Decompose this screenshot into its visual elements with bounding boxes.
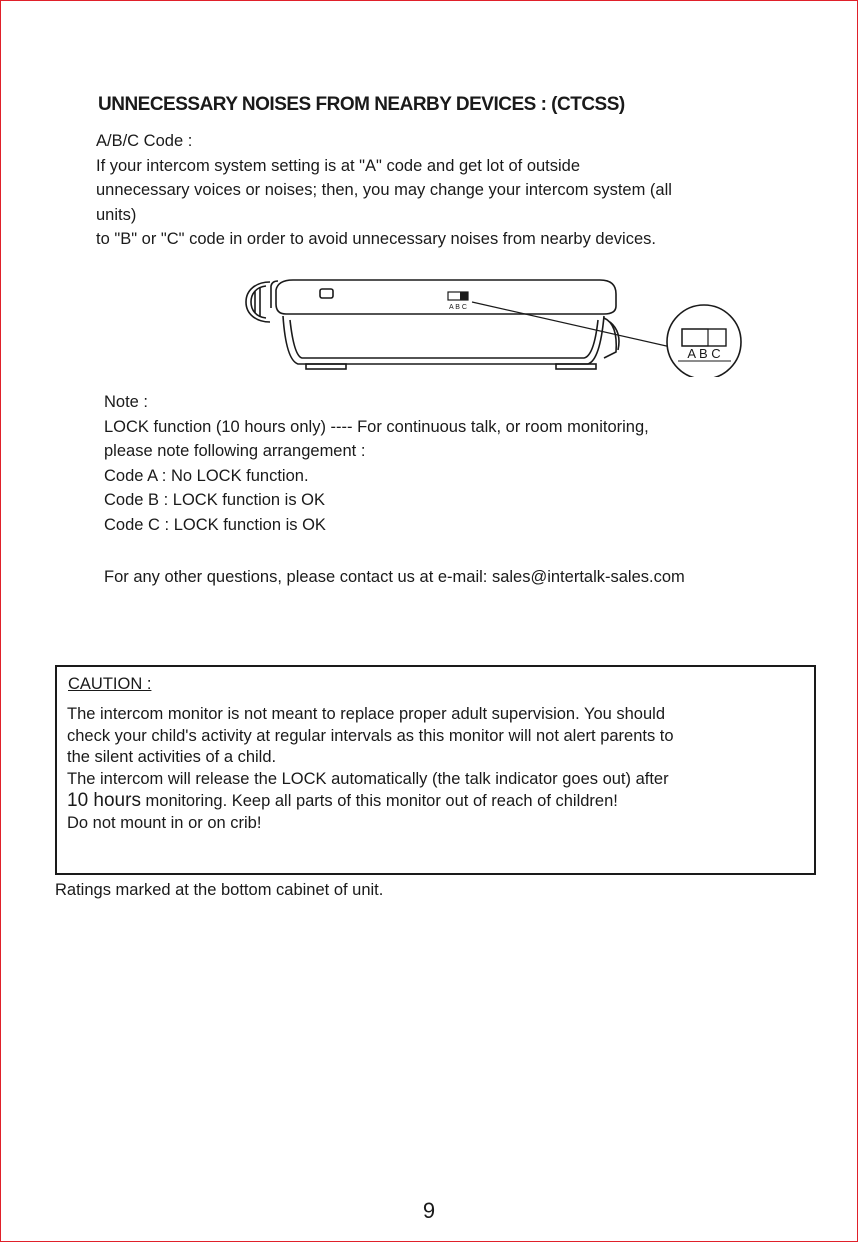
code-a-line: Code A : No LOCK function.: [104, 466, 309, 485]
intercom-device-illustration: [238, 272, 758, 377]
intro-text: [96, 129, 776, 252]
code-b-line: Code B : LOCK function is OK: [104, 491, 326, 509]
code-c-line: Code C : LOCK function is OK: [104, 515, 326, 534]
note-section: [104, 390, 649, 537]
intro-line: units): [96, 205, 137, 224]
device-body: [271, 280, 619, 369]
ratings-note: Ratings marked at the bottom cabinet of unit.: [55, 881, 384, 899]
intro-line: If your intercom system setting is at "A" code and get lot of outside: [96, 156, 581, 175]
caution-line: The intercom monitor is not meant to replace proper adult supervision. You should: [67, 705, 666, 723]
caution-line: the silent activities of a child.: [67, 748, 277, 767]
caution-title: CAUTION :: [68, 675, 152, 693]
caution-line: [67, 790, 807, 813]
caution-body: [67, 704, 807, 835]
caution-box: [55, 665, 816, 875]
abc-switch-zoom: [667, 305, 741, 377]
contact-line: For any other questions, please contact us at e-mail: sales@intertalk-sales.com: [104, 568, 685, 586]
zoom-leader-line: [472, 302, 684, 350]
caution-line-rest: monitoring. Keep all parts of this monitor out of reach of children!: [140, 792, 618, 811]
intro-line: unnecessary voices or noises; then, you may change your intercom system (all: [96, 181, 672, 199]
abc-code-label: A/B/C Code :: [96, 132, 193, 150]
abc-switch-small: [448, 292, 468, 311]
intro-line: to "B" or "C" code in order to avoid unnecessary noises from nearby devices.: [96, 230, 656, 248]
note-label: Note :: [104, 393, 149, 411]
antenna-knob: [246, 282, 270, 322]
section-heading: UNNECESSARY NOISES FROM NEARBY DEVICES : (CTCSS): [98, 94, 625, 115]
abc-switch-small-label: A B C: [449, 304, 467, 311]
note-line: please note following arrangement :: [104, 442, 366, 460]
caution-line: Do not mount in or on crib!: [67, 813, 262, 832]
note-line: LOCK function (10 hours only) ---- For continuous talk, or room monitoring,: [104, 417, 649, 436]
caution-line: The intercom will release the LOCK automatically (the talk indicator goes out) after: [67, 769, 669, 788]
ten-hours-text: 10 hours: [67, 790, 141, 812]
page-number: 9: [422, 1198, 436, 1223]
abc-switch-zoom-label: A B C: [687, 346, 721, 361]
caution-line: check your child's activity at regular intervals as this monitor will not alert parents to: [67, 726, 674, 745]
